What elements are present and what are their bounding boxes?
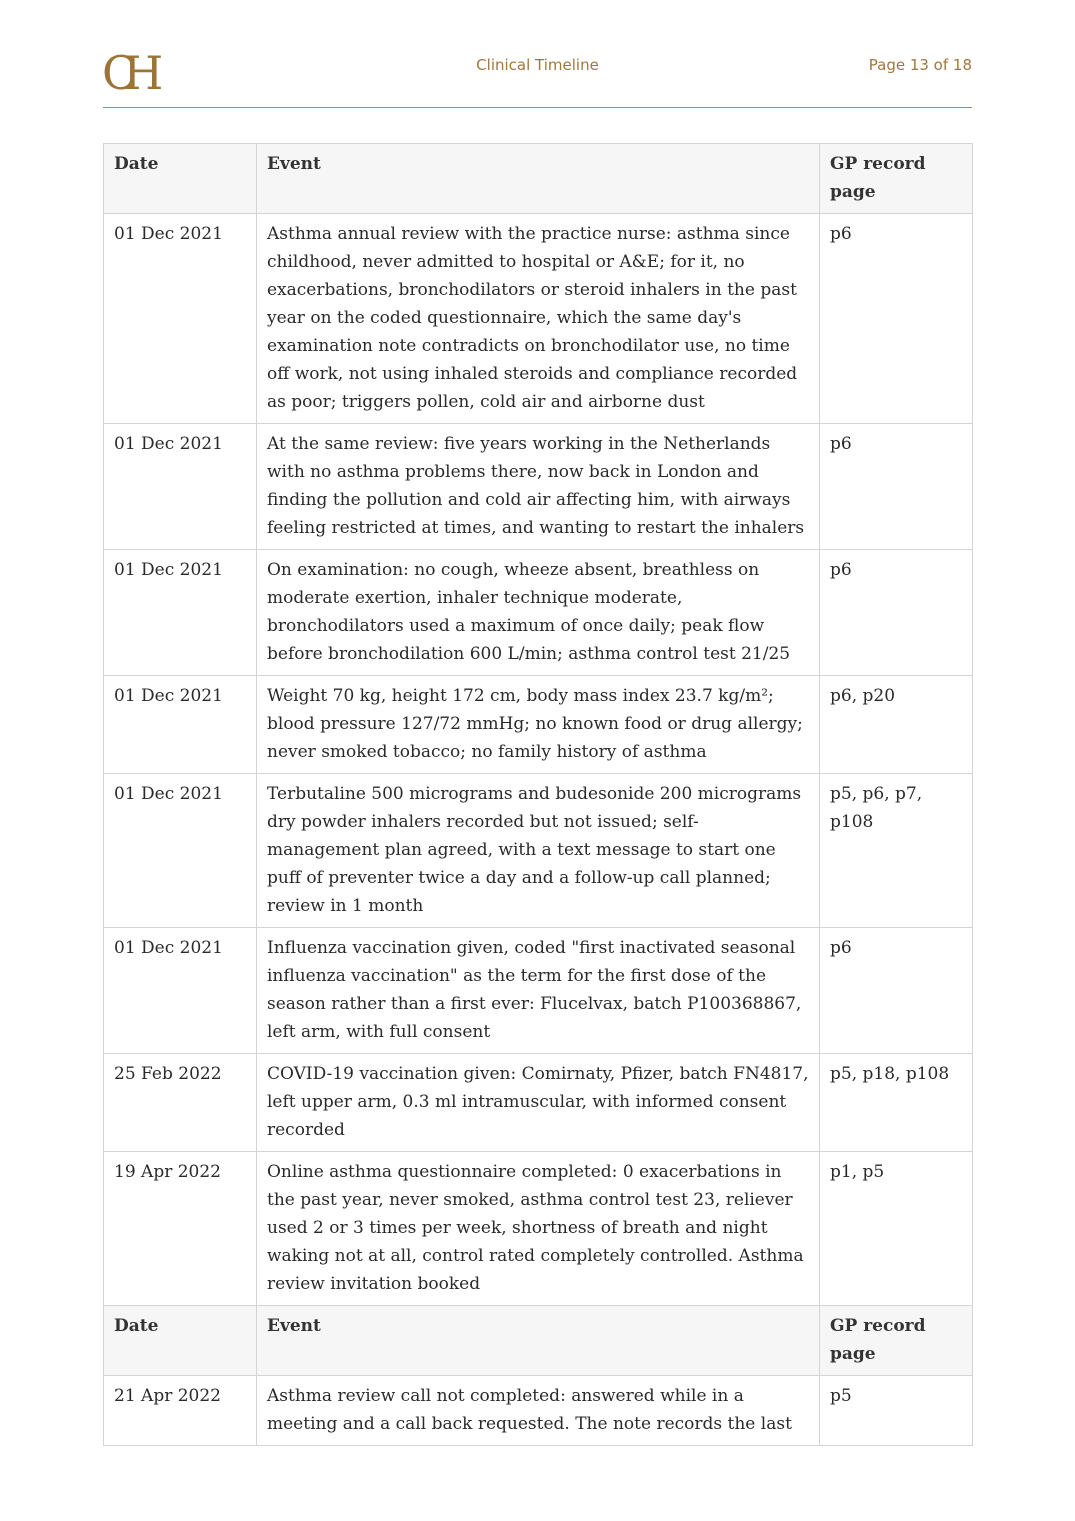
table-row xyxy=(104,1376,973,1446)
table-row xyxy=(104,676,973,774)
cell-date: 01 Dec 2021 xyxy=(104,550,257,676)
table-row xyxy=(104,214,973,424)
cell-event: Asthma annual review with the practice nurse: asthma since childhood, never admitted to hospital or A&E; for it, no exacerbations, bronchodilators or steroid inhalers in the past year on the coded questionnaire, which the same day's examination note contradicts on bronchodilator use, no time off work, not using inhaled steroids and compliance recorded as poor; triggers pollen, cold air and airborne dust xyxy=(257,214,820,424)
cell-event: Terbutaline 500 micrograms and budesonide 200 micrograms dry powder inhalers recorded but not issued; self-management plan agreed, with a text message to start one puff of preventer twice a day and a follow-up call planned; review in 1 month xyxy=(257,774,820,928)
timeline-table xyxy=(103,143,973,1446)
table-row xyxy=(104,928,973,1054)
cell-gp-page: p6 xyxy=(820,928,973,1054)
table-row xyxy=(104,1054,973,1152)
cell-date: 21 Apr 2022 xyxy=(104,1376,257,1446)
column-header-event: Event xyxy=(257,144,820,214)
document-title: Clinical Timeline xyxy=(476,56,599,74)
cell-gp-page: p6 xyxy=(820,550,973,676)
cell-date: 01 Dec 2021 xyxy=(104,676,257,774)
cell-event: Influenza vaccination given, coded "first inactivated seasonal influenza vaccination" as the term for the first dose of the season rather than a first ever: Flucelvax, batch P100368867, left arm, with full consent xyxy=(257,928,820,1054)
column-header-date: Date xyxy=(104,1306,257,1376)
column-header-event: Event xyxy=(257,1306,820,1376)
cell-gp-page: p1, p5 xyxy=(820,1152,973,1306)
column-header-gp-page: GP record page xyxy=(820,1306,973,1376)
cell-gp-page: p6 xyxy=(820,214,973,424)
cell-event: Online asthma questionnaire completed: 0 exacerbations in the past year, never smoked, asthma control test 23, reliever used 2 or 3 times per week, shortness of breath and night waking not at all, control rated completely controlled. Asthma review invitation booked xyxy=(257,1152,820,1306)
cell-event: Weight 70 kg, height 172 cm, body mass index 23.7 kg/m²; blood pressure 127/72 mmHg; no known food or drug allergy; never smoked tobacco; no family history of asthma xyxy=(257,676,820,774)
timeline-table-body xyxy=(104,144,973,1446)
column-header-gp-page: GP record page xyxy=(820,144,973,214)
cell-gp-page: p5, p6, p7, p108 xyxy=(820,774,973,928)
cell-gp-page: p5 xyxy=(820,1376,973,1446)
svg-text:CH: CH xyxy=(102,46,150,100)
cell-event: COVID-19 vaccination given: Comirnaty, Pfizer, batch FN4817, left upper arm, 0.3 ml intramuscular, with informed consent recorded xyxy=(257,1054,820,1152)
timeline-table-container xyxy=(103,143,972,1434)
cell-date: 01 Dec 2021 xyxy=(104,774,257,928)
cell-gp-page: p5, p18, p108 xyxy=(820,1054,973,1152)
table-row xyxy=(104,774,973,928)
cell-event: On examination: no cough, wheeze absent, breathless on moderate exertion, inhaler technique moderate, bronchodilators used a maximum of once daily; peak flow before bronchodilation 600 L/min; asthma control test 21/25 xyxy=(257,550,820,676)
column-header-date: Date xyxy=(104,144,257,214)
cell-date: 01 Dec 2021 xyxy=(104,424,257,550)
page-number: Page 13 of 18 xyxy=(868,56,972,74)
cell-date: 19 Apr 2022 xyxy=(104,1152,257,1306)
table-row xyxy=(104,550,973,676)
cell-event: Asthma review call not completed: answered while in a meeting and a call back requested. The note records the last xyxy=(257,1376,820,1446)
cell-gp-page: p6, p20 xyxy=(820,676,973,774)
table-row xyxy=(104,424,973,550)
cell-date: 25 Feb 2022 xyxy=(104,1054,257,1152)
cell-gp-page: p6 xyxy=(820,424,973,550)
cell-date: 01 Dec 2021 xyxy=(104,214,257,424)
table-row xyxy=(104,1152,973,1306)
cell-event: At the same review: five years working in the Netherlands with no asthma problems there, now back in London and finding the pollution and cold air affecting him, with airways feeling restricted at times, and wanting to restart the inhalers xyxy=(257,424,820,550)
table-header-row xyxy=(104,144,973,214)
cell-date: 01 Dec 2021 xyxy=(104,928,257,1054)
page-header xyxy=(103,44,972,108)
table-header-row xyxy=(104,1306,973,1376)
